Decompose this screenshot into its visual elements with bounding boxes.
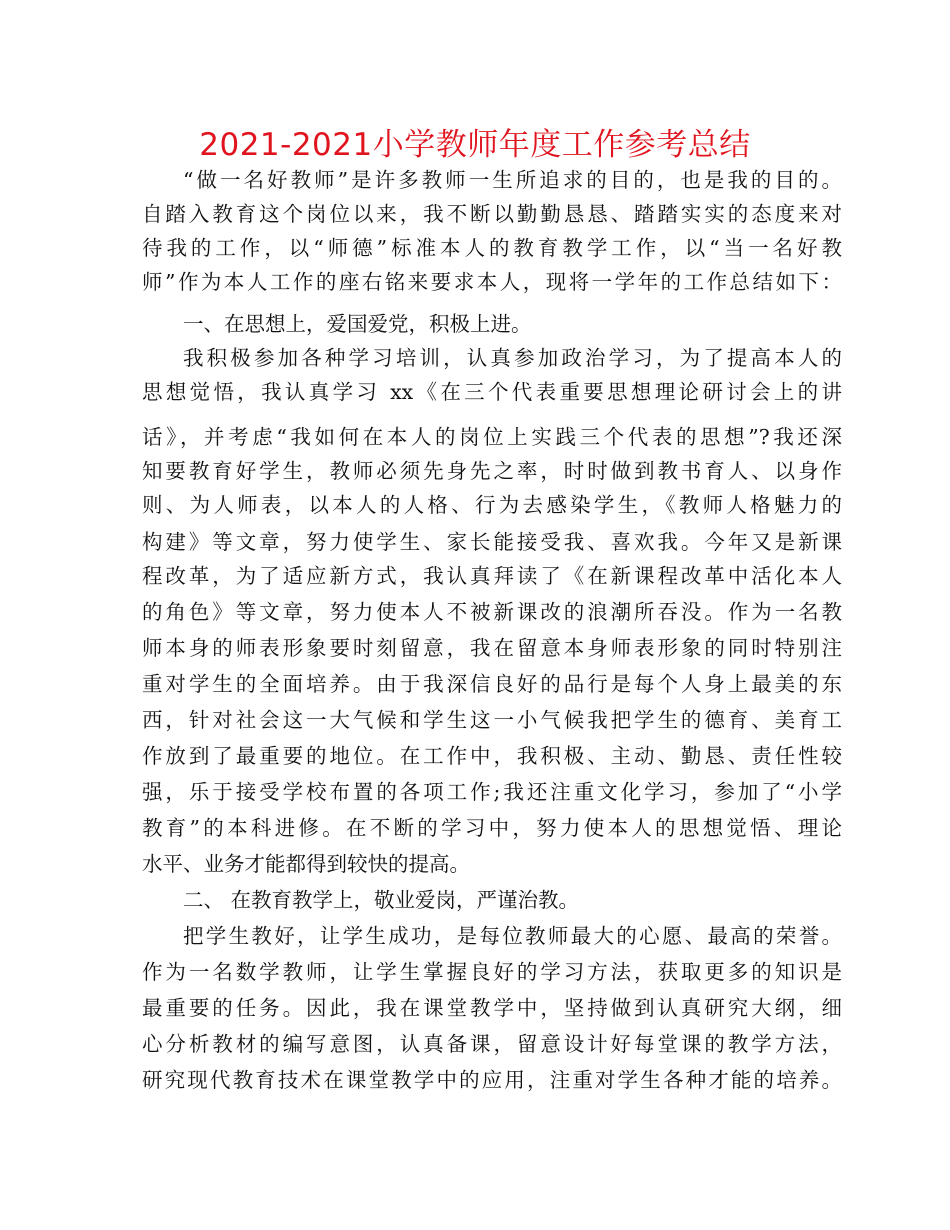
paragraph-line: 待我的工作，以“师德”标准本人的教育教学工作，以“当一名好教 [142,236,842,260]
paragraph-line: 构建》等文章，努力使学生、家长能接受我、喜欢我。今年又是新课 [142,530,842,554]
paragraph-line: 知要教育好学生，教师必须先身先之率，时时做到教书育人、以身作 [142,459,842,483]
paragraph-line: 最重要的任务。因此，我在课堂教学中，坚持做到认真研究大纲，细 [142,996,842,1020]
paragraph-line: 强，乐于接受学校布置的各项工作;我还注重文化学习，参加了“小学 [142,780,842,804]
section-heading: 一、在思想上，爱国爱党，积极上进。 [183,312,532,336]
paragraph-line: 师”作为本人工作的座右铭来要求本人，现将一学年的工作总结如下： [142,270,842,294]
paragraph-line: 的角色》等文章，努力使本人不被新课改的浪潮所吞没。作为一名教 [142,600,842,624]
paragraph-line: 西，针对社会这一大气候和学生这一小气候我把学生的德育、美育工 [142,708,842,732]
paragraph-line: 思想觉悟，我认真学习 xx《在三个代表重要思想理论研讨会上的讲 [142,380,842,404]
paragraph-line: 作放到了最重要的地位。在工作中，我积极、主动、勤恳、责任性较 [142,744,842,768]
paragraph-line: 则、为人师表，以本人的人格、行为去感染学生，《教师人格魅力的 [142,493,842,517]
paragraph-line: 话》，并考虑“我如何在本人的岗位上实践三个代表的思想”?我还深 [142,425,842,449]
paragraph-line: 师本身的师表形象要时刻留意，我在留意本身师表形象的同时特别注 [142,636,842,660]
paragraph-line: 研究现代教育技术在课堂教学中的应用，注重对学生各种才能的培养。 [142,1068,842,1092]
paragraph-line: 教育”的本科进修。在不断的学习中，努力使本人的思想觉悟、理论 [142,816,842,840]
paragraph-line: “做一名好教师”是许多教师一生所追求的目的，也是我的目的。 [183,168,842,192]
paragraph-line: 把学生教好，让学生成功，是每位教师最大的心愿、最高的荣誉。 [183,924,842,948]
paragraph-line: 自踏入教育这个岗位以来，我不断以勤勤恳恳、踏踏实实的态度来对 [142,202,842,226]
paragraph-line: 作为一名数学教师，让学生掌握良好的学习方法，获取更多的知识是 [142,960,842,984]
document-title: 2021-2021小学教师年度工作参考总结 [199,127,751,163]
paragraph-line: 重对学生的全面培养。由于我深信良好的品行是每个人身上最美的东 [142,672,842,696]
paragraph-line: 心分析教材的编写意图，认真备课，留意设计好每堂课的教学方法， [142,1032,842,1056]
paragraph-line: 程改革，为了适应新方式，我认真拜读了《在新课程改革中活化本人 [142,564,842,588]
paragraph-line: 水平、业务才能都得到较快的提高。 [142,852,470,876]
paragraph-line: 我积极参加各种学习培训，认真参加政治学习，为了提高本人的 [183,346,842,370]
section-heading: 二、 在教育教学上，敬业爱岗，严谨治教。 [183,888,580,912]
